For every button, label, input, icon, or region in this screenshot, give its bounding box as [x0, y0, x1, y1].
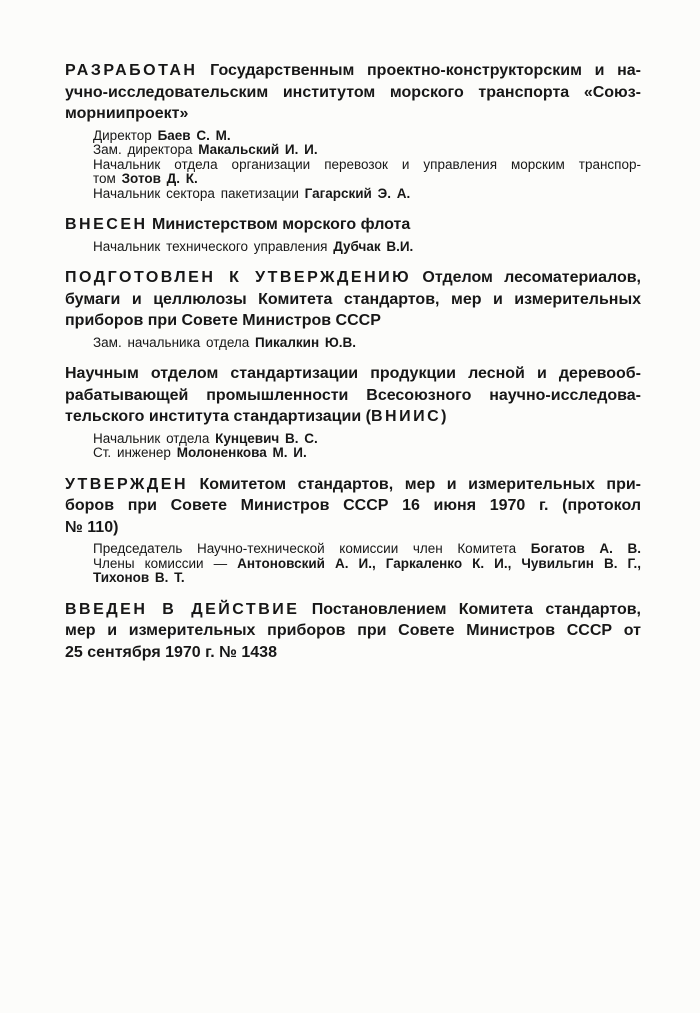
text-run: бумаги и целлюлозы Комитета стандартов, мер и измерительных [65, 290, 641, 308]
text-line [93, 542, 641, 557]
text-line [65, 599, 641, 621]
text-line [65, 82, 641, 104]
text-line [65, 385, 641, 407]
section-paragraph [65, 599, 641, 664]
text-run: Зам. директора [93, 142, 199, 157]
text-run: боров при Совете Министров СССР 16 июня 1970 г. (протокол [65, 497, 641, 514]
person-name: Богатов А. В. [530, 541, 642, 556]
text-run: том [93, 171, 122, 186]
text-run: мер и измерительных приборов при Совете Министров СССР от [65, 622, 641, 639]
officials-list [93, 432, 641, 461]
text-line [65, 310, 641, 332]
text-run: Председатель Научно-технической комиссии член Комитета [93, 541, 531, 556]
text-line [93, 336, 641, 351]
text-run: Начальник технического управления [93, 238, 334, 254]
text-run: Постановлением Комитета стандартов, [299, 600, 641, 618]
person-name: Зотов Д. К. [121, 171, 198, 186]
text-run: Государственным проектно-конструкторским и на- [197, 62, 641, 79]
text-run: учно-исследовательским институтом морского транспорта «Союз- [65, 83, 641, 101]
section-vveden-v-deystvie [65, 599, 641, 664]
section-nauchnym-otdelom [65, 363, 641, 461]
text-run: Ст. инженер [93, 445, 177, 460]
text-line [93, 172, 641, 187]
section-paragraph [65, 474, 641, 539]
text-line [65, 495, 641, 517]
text-line [65, 214, 641, 236]
text-line [93, 446, 641, 461]
section-keyword: ПОДГОТОВЛЕН К УТВЕРЖДЕНИЮ [65, 269, 412, 286]
text-line [65, 363, 641, 385]
officials-list [93, 336, 641, 351]
section-keyword: РАЗРАБОТАН [65, 62, 198, 79]
text-run: 25 сентября 1970 г. № 1438 [65, 643, 277, 661]
text-run: тельского института стандартизации ( [65, 408, 371, 425]
section-keyword: ВНИИС [370, 408, 442, 425]
text-run: ) [441, 408, 447, 425]
text-run: Директор [93, 127, 158, 143]
text-line [65, 267, 641, 289]
text-line [65, 103, 641, 125]
text-run: Отделом лесоматериалов, [411, 269, 641, 286]
text-run: Начальник отдела [93, 430, 216, 446]
person-name: Антоновский А. И., Гаркаленко К. И., Чувильгин В. Г., [237, 555, 642, 571]
section-keyword: ВВЕДЕН В ДЕЙСТВИЕ [65, 600, 300, 618]
text-run: Комитетом стандартов, мер и измерительных при- [188, 475, 641, 493]
person-name: Гагарский Э. А. [304, 185, 411, 201]
text-run: Члены комиссии — [93, 555, 238, 571]
text-line [65, 60, 641, 82]
text-run: № 110) [65, 518, 119, 536]
text-run: морниипроект» [65, 105, 189, 122]
text-run: приборов при Совете Министров СССР [65, 312, 381, 329]
text-run: Начальник отдела организации перевозок и управления морским транспор- [93, 156, 641, 172]
section-utverzhden [65, 474, 641, 586]
section-vnesen [65, 214, 641, 254]
person-name: Дубчак В.И. [333, 238, 414, 254]
text-run: Зам. начальника отдела [93, 334, 256, 350]
person-name: Баев С. М. [157, 127, 231, 143]
officials-list [93, 542, 641, 586]
text-run: рабатывающей промышленности Всесоюзного научно-исследова- [65, 386, 641, 404]
text-line [93, 129, 641, 144]
section-razrabotan [65, 60, 641, 201]
section-keyword: УТВЕРЖДЕН [65, 475, 188, 493]
person-name: Макальский И. И. [198, 142, 318, 157]
text-line [65, 289, 641, 311]
section-paragraph [65, 363, 641, 428]
text-run: Начальник сектора пакетизации [93, 185, 305, 201]
text-line [93, 240, 641, 255]
text-line [93, 187, 641, 202]
section-paragraph [65, 60, 641, 125]
text-line [93, 557, 641, 572]
person-name: Тихонов В. Т. [93, 570, 185, 585]
text-line [65, 642, 641, 664]
text-line [65, 406, 641, 428]
section-paragraph [65, 214, 641, 236]
text-line [65, 474, 641, 496]
section-keyword: ВНЕСЕН [65, 216, 148, 233]
text-run: Министерством морского флота [147, 216, 411, 233]
person-name: Молоненкова М. И. [176, 445, 307, 460]
text-line [65, 620, 641, 642]
document-content [65, 60, 641, 676]
officials-list [93, 129, 641, 202]
text-line [65, 517, 641, 539]
person-name: Кунцевич В. С. [215, 430, 318, 446]
person-name: Пикалкин Ю.В. [255, 334, 357, 350]
section-podgotovlen-k-utverzhdeniyu [65, 267, 641, 350]
text-run: Научным отделом стандартизации продукции лесной и деревооб- [65, 365, 641, 382]
text-line [93, 571, 641, 586]
section-paragraph [65, 267, 641, 332]
text-line [93, 432, 641, 447]
text-line [93, 158, 641, 173]
text-line [93, 143, 641, 158]
officials-list [93, 240, 641, 255]
